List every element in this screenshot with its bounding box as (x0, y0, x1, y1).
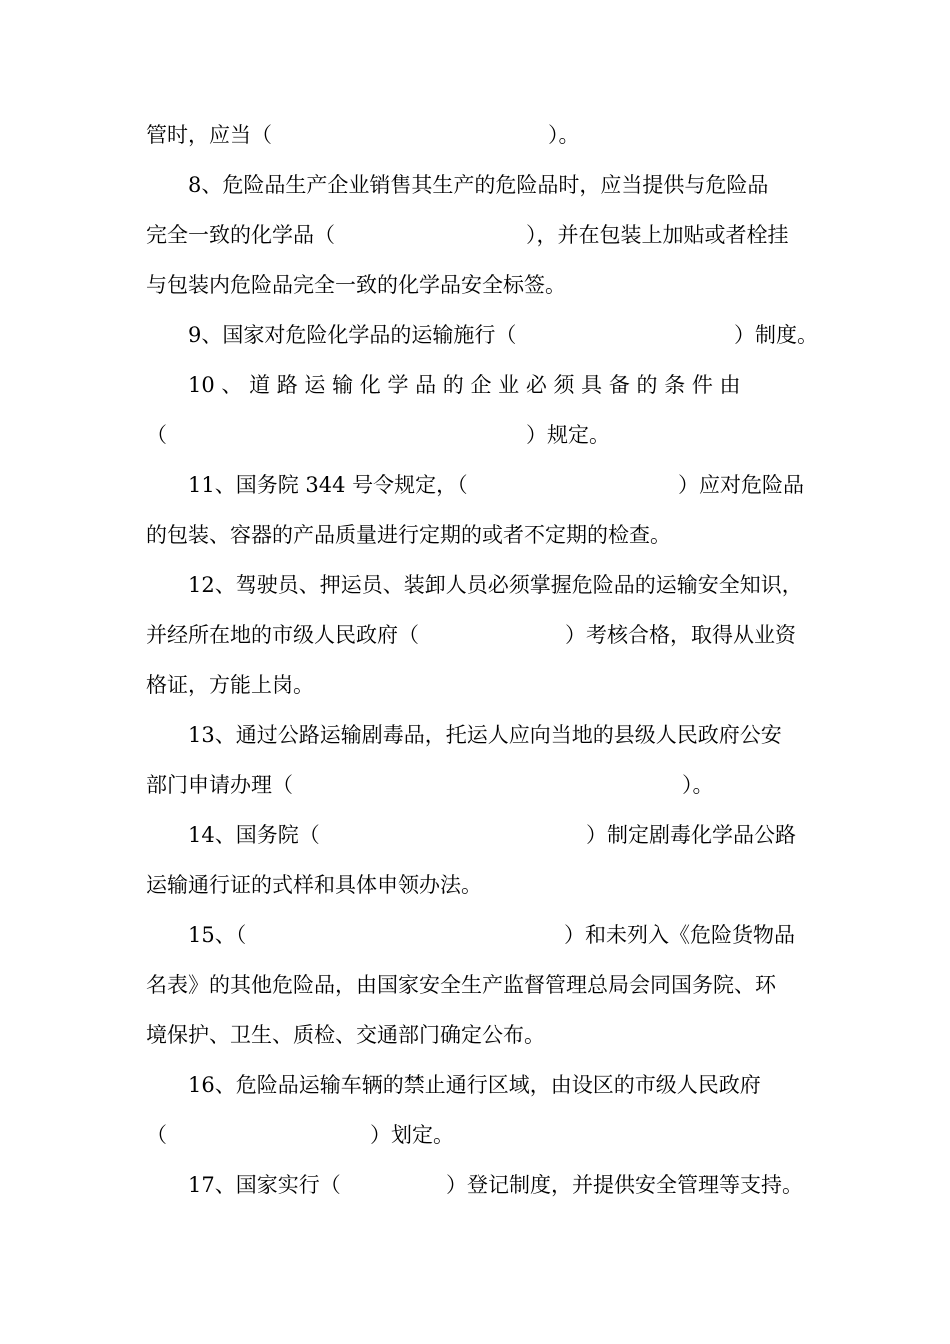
text-segment: 10 、 道 路 运 输 化 学 品 的 企 业 必 须 具 备 的 条 件 由 (188, 373, 741, 397)
text-segment: （ (146, 423, 167, 447)
text-segment: ）。 (682, 773, 714, 797)
text-segment: 的包装、容器的产品质量进行定期的或者不定期的检查。 (146, 523, 671, 547)
text-segment: 并经所在地的市级人民政府（ (146, 623, 419, 647)
text-line (0, 770, 950, 800)
text-segment: 8、危险品生产企业销售其生产的危险品时，应当提供与危险品 (188, 173, 769, 197)
text-segment: ）规定。 (526, 423, 610, 447)
text-line (0, 120, 950, 150)
text-line (0, 670, 950, 700)
text-line (0, 370, 950, 400)
text-segment: 境保护、卫生、质检、交通部门确定公布。 (146, 1023, 545, 1047)
text-segment: ）制度。 (734, 323, 818, 347)
text-line (0, 1020, 950, 1050)
text-line (0, 320, 950, 350)
text-segment: 12、驾驶员、押运员、装卸人员必须掌握危险品的运输安全知识， (188, 573, 803, 597)
text-segment: （ (146, 1123, 167, 1147)
text-segment: ），并在包装上加贴或者栓挂 (526, 223, 789, 247)
text-segment: 14、国务院（ (188, 823, 320, 847)
text-segment: ）考核合格，取得从业资 (565, 623, 796, 647)
text-line (0, 170, 950, 200)
text-line (0, 920, 950, 950)
text-line (0, 520, 950, 550)
text-line (0, 220, 950, 250)
text-segment: 11、国务院 344 号令规定，（ (188, 473, 468, 497)
text-segment: 9、国家对危险化学品的运输施行（ (188, 323, 517, 347)
text-line (0, 420, 950, 450)
text-segment: ）制定剧毒化学品公路 (586, 823, 796, 847)
text-line (0, 1170, 950, 1200)
text-segment: 17、国家实行（ (188, 1173, 341, 1197)
text-segment: 运输通行证的式样和具体申领办法。 (146, 873, 482, 897)
text-line (0, 1070, 950, 1100)
text-segment: 部门申请办理（ (146, 773, 293, 797)
text-line (0, 570, 950, 600)
text-line (0, 270, 950, 300)
text-segment: 格证，方能上岗。 (146, 673, 314, 697)
text-segment: 完全一致的化学品（ (146, 223, 335, 247)
text-segment: ）应对危险品 (678, 473, 804, 497)
text-line (0, 720, 950, 750)
text-segment: 与包装内危险品完全一致的化学品安全标签。 (146, 273, 566, 297)
text-line (0, 620, 950, 650)
text-line (0, 1120, 950, 1150)
text-line (0, 870, 950, 900)
text-segment: ）。 (548, 123, 580, 147)
text-segment: ）划定。 (370, 1123, 454, 1147)
text-segment: 名表》的其他危险品，由国家安全生产监督管理总局会同国务院、环 (146, 973, 776, 997)
text-segment: 13、通过公路运输剧毒品，托运人应向当地的县级人民政府公安 (188, 723, 782, 747)
text-segment: 15、（ (188, 923, 247, 947)
text-line (0, 970, 950, 1000)
text-segment: ）登记制度，并提供安全管理等支持。 (446, 1173, 803, 1197)
text-line (0, 820, 950, 850)
text-segment: 管时，应当（ (146, 123, 272, 147)
text-segment: ）和未列入《危险货物品 (564, 923, 795, 947)
text-segment: 16、危险品运输车辆的禁止通行区域，由设区的市级人民政府 (188, 1073, 761, 1097)
text-line (0, 470, 950, 500)
